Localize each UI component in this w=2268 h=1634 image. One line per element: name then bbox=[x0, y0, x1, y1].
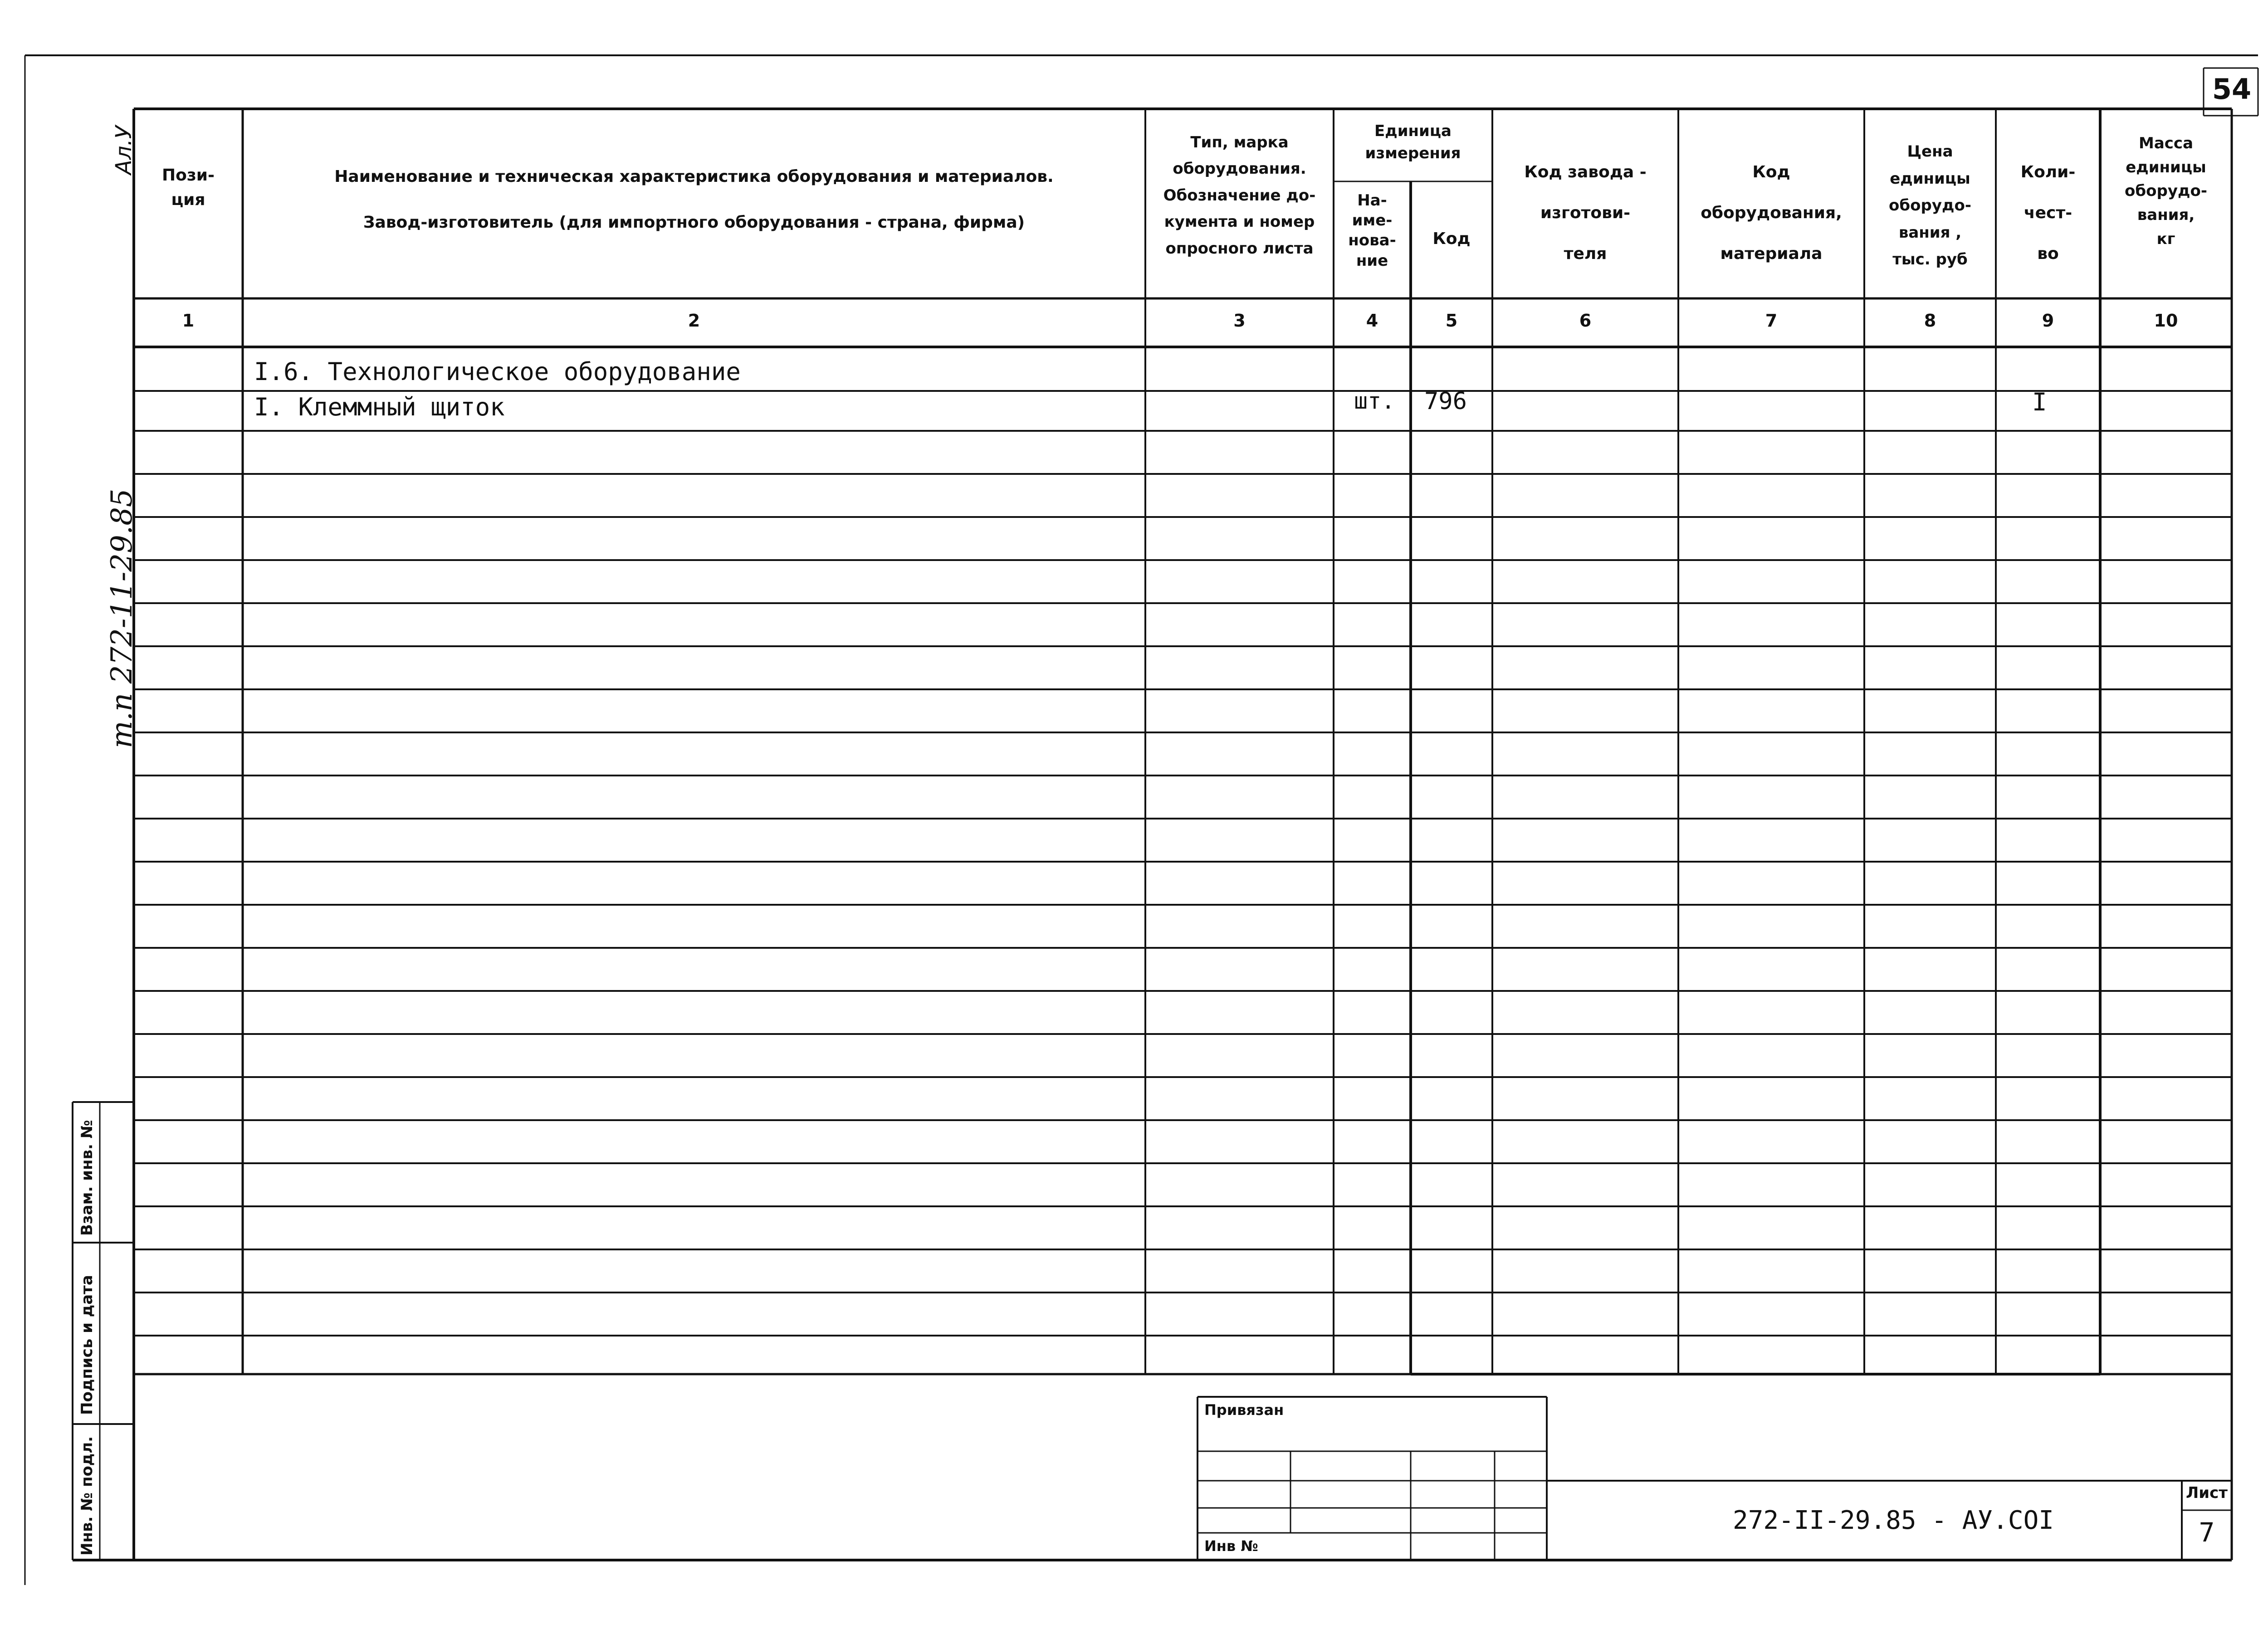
header-line: опросного листа bbox=[1165, 239, 1314, 258]
header-line: материала bbox=[1720, 244, 1823, 263]
header-line: Код bbox=[1752, 163, 1790, 181]
header-line: Единица bbox=[1374, 122, 1452, 140]
col5-header: Код bbox=[1432, 229, 1471, 248]
header-line: нова- bbox=[1348, 231, 1396, 250]
header-line: оборудования. bbox=[1173, 160, 1306, 178]
unit-group-header bbox=[1334, 120, 1492, 165]
header-line: чест- bbox=[2024, 204, 2072, 222]
document-code: 272-II-29.85 - АУ.COI bbox=[1733, 1506, 2054, 1535]
col4-header bbox=[1334, 190, 1411, 271]
col7-header bbox=[1678, 152, 1864, 274]
column-number: 9 bbox=[2042, 311, 2054, 331]
header-line: Обозначение до- bbox=[1163, 186, 1316, 205]
header-line: кг bbox=[2156, 229, 2175, 248]
header-line: ние bbox=[1356, 251, 1388, 270]
row-item-code: 796 bbox=[1424, 388, 1467, 415]
column-number: 4 bbox=[1366, 311, 1378, 331]
header-line: единицы bbox=[1890, 169, 1970, 188]
header-line: име- bbox=[1352, 211, 1393, 230]
row-item-unit: шт. bbox=[1354, 388, 1395, 414]
header-line: во bbox=[2037, 244, 2059, 263]
col6-header bbox=[1492, 152, 1678, 274]
column-number: 1 bbox=[182, 311, 195, 331]
header-line: Цена bbox=[1907, 142, 1953, 161]
header-line: теля bbox=[1564, 244, 1607, 263]
header-line: изготови- bbox=[1540, 204, 1631, 222]
col8-header bbox=[1864, 138, 1996, 273]
sheet-label: Лист bbox=[2186, 1484, 2228, 1502]
header-line: На- bbox=[1357, 191, 1387, 210]
row-section-title: I.6. Технологическое оборудование bbox=[254, 357, 741, 386]
header-line: измерения bbox=[1365, 144, 1461, 163]
sheet-number: 7 bbox=[2199, 1517, 2215, 1548]
stamp-original-inv: Инв. № подл. bbox=[78, 1436, 96, 1556]
header-line: оборудования, bbox=[1701, 204, 1842, 222]
header-line: Код завода - bbox=[1524, 163, 1647, 181]
column-number: 8 bbox=[1924, 311, 1936, 331]
row-item-qty: I bbox=[2032, 388, 2047, 416]
corner-mark: Ал.У bbox=[111, 125, 137, 175]
col10-header bbox=[2100, 132, 2232, 251]
column-number: 6 bbox=[1579, 311, 1592, 331]
header-line: Коли- bbox=[2020, 163, 2076, 181]
header-line: Завод-изготовитель (для импортного оборудования - страна, фирма) bbox=[363, 213, 1025, 232]
bound-label: Привязан bbox=[1204, 1401, 1284, 1419]
header-line: оборудо- bbox=[2125, 182, 2207, 200]
page-number: 54 bbox=[2212, 73, 2252, 106]
header-line: вания, bbox=[2137, 206, 2195, 224]
header-line: Наименование и техническая характеристика оборудования и материалов. bbox=[334, 167, 1054, 186]
header-line: вания , bbox=[1898, 223, 1962, 242]
header-line: Пози- bbox=[162, 166, 215, 185]
header-line: Масса bbox=[2138, 134, 2194, 152]
column-number: 3 bbox=[1233, 311, 1246, 331]
stamp-signature-date: Подпись и дата bbox=[78, 1275, 96, 1415]
col1-header bbox=[134, 163, 243, 212]
col3-header bbox=[1148, 129, 1331, 262]
header-line: кумента и номер bbox=[1164, 213, 1315, 231]
row-item-name: I. Клеммный щиток bbox=[254, 393, 505, 421]
column-number: 5 bbox=[1445, 311, 1458, 331]
header-line: единицы bbox=[2126, 158, 2206, 176]
column-number: 7 bbox=[1765, 311, 1778, 331]
margin-note: т.п 272-11-29.85 bbox=[105, 488, 139, 748]
col9-header bbox=[1996, 152, 2100, 274]
stamp-replaced-inv: Взам. инв. № bbox=[78, 1120, 96, 1236]
header-line: Тип, марка bbox=[1190, 133, 1289, 151]
header-line: оборудо- bbox=[1889, 196, 1971, 215]
column-number: 10 bbox=[2154, 311, 2178, 331]
col2-header bbox=[243, 154, 1145, 246]
header-line: ция bbox=[171, 190, 205, 209]
inv-label: Инв № bbox=[1204, 1537, 1258, 1555]
column-number: 2 bbox=[688, 311, 700, 331]
header-line: тыс. руб bbox=[1892, 250, 1968, 268]
